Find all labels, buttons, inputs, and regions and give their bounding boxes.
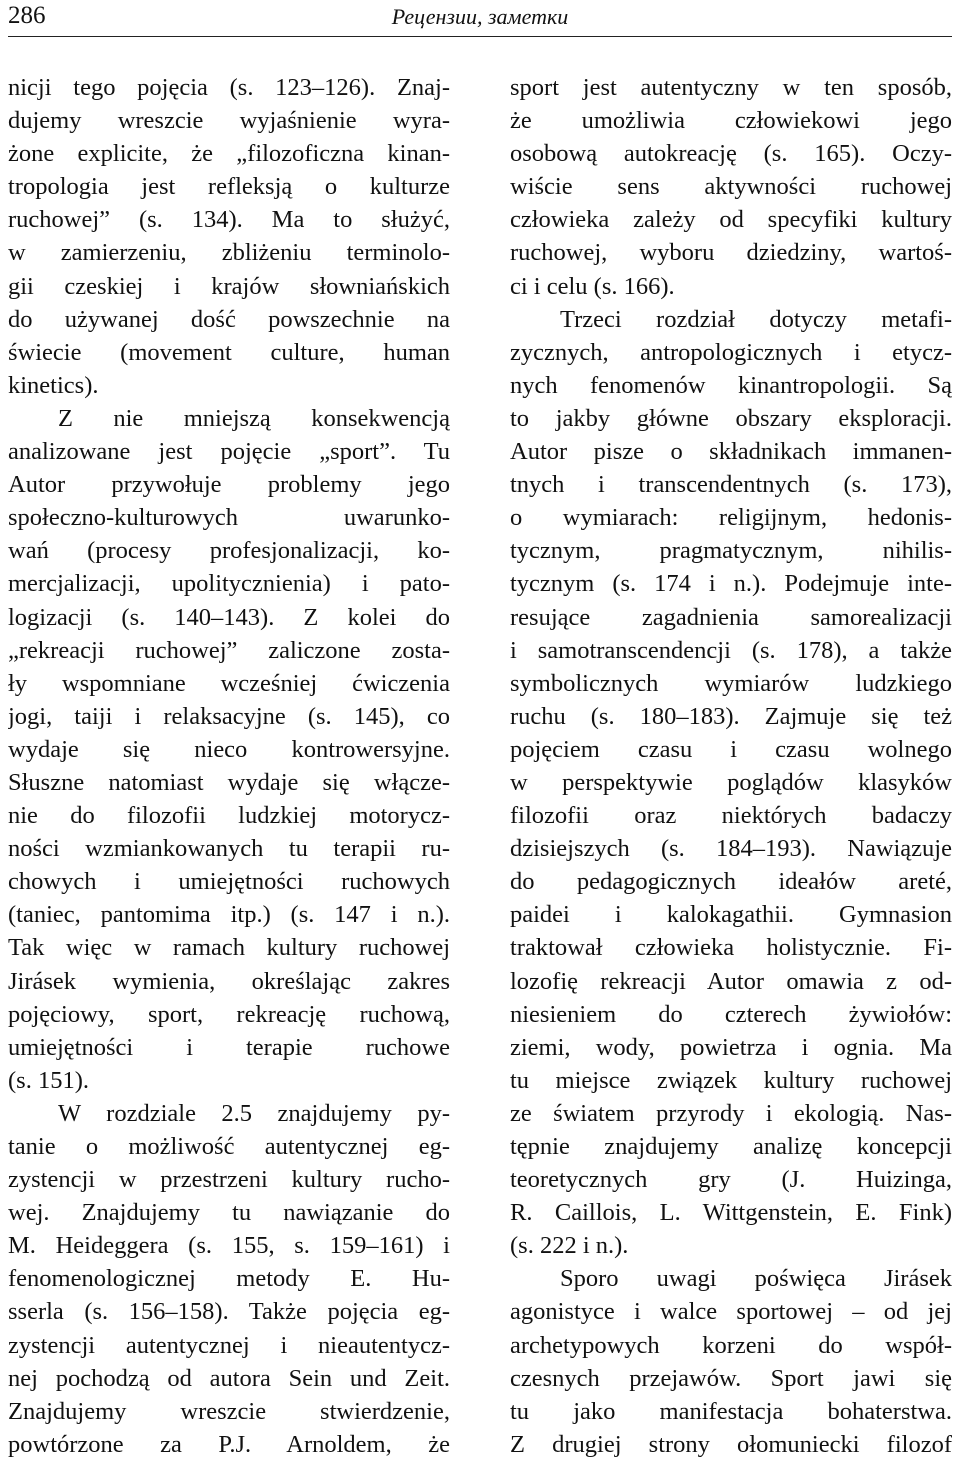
page-header: [8, 0, 952, 37]
text-line: tu miejsce związek kultury ruchowej: [510, 1066, 952, 1094]
right-text-column: [510, 71, 952, 1461]
text-line: i samotranscendencji (s. 178), a także: [510, 636, 952, 664]
text-line: powtórzone za P.J. Arnoldem, że: [8, 1430, 450, 1458]
text-line: archetypowych korzeni do współ-: [510, 1331, 952, 1359]
text-line: wań (procesy profesjonalizacji, ko-: [8, 537, 450, 565]
text-line: ci i celu (s. 166).: [510, 272, 675, 300]
text-line: dujemy wreszcie wyjaśnienie wyra-: [8, 107, 450, 135]
text-line: symbolicznych wymiarów ludzkiego: [510, 669, 952, 697]
text-line: teoretycznych gry (J. Huizinga,: [510, 1166, 952, 1194]
text-line: sserla (s. 156–158). Także pojęcia eg-: [8, 1298, 450, 1326]
text-line: niesieniem do czterech żywiołów:: [510, 1000, 952, 1028]
text-line: społeczno-kulturowych uwarunko-: [8, 504, 450, 532]
text-line: ruchowej, wyboru dziedziny, wartoś-: [510, 239, 952, 267]
text-line: zycznych, antropologicznych i etycz-: [510, 338, 952, 366]
text-line: dzisiejszych (s. 184–193). Nawiązuje: [510, 835, 952, 863]
text-line: jogi, taiji i relaksacyjne (s. 145), co: [8, 702, 450, 730]
text-line: że umożliwia człowiekowi jego: [510, 107, 952, 135]
text-line: Autor przywołuje problemy jego: [8, 471, 450, 499]
text-line: tnych i transcendentnych (s. 173),: [510, 471, 952, 499]
text-line: Z nie mniejszą konsekwencją: [58, 404, 450, 432]
text-line: ze światem przyrody i ekologią. Nas-: [510, 1099, 952, 1127]
text-line: agonistyce i walce sportowej – od jej: [510, 1298, 952, 1326]
text-line: fenomenologicznej metody E. Hu-: [8, 1265, 450, 1293]
text-line: logizacji (s. 140–143). Z kolei do: [8, 603, 450, 631]
text-line: Jirásek wymienia, określając zakres: [8, 967, 450, 995]
text-line: tu jako manifestacja bohaterstwa.: [510, 1397, 952, 1425]
paragraph: [510, 1262, 952, 1461]
text-line: M. Heideggera (s. 155, s. 159–161) i: [8, 1232, 450, 1260]
text-line: (s. 151).: [8, 1066, 89, 1094]
text-line: Trzeci rozdział dotyczy metafi-: [560, 305, 952, 333]
running-title: Рецензии, заметки: [391, 4, 569, 29]
text-line: ruchu (s. 180–183). Zajmuje się też: [510, 702, 952, 730]
text-line: do używanej dość powszechnie na: [8, 305, 450, 333]
text-line: tycznym (s. 174 i n.). Podejmuje inte-: [510, 570, 952, 598]
text-line: nych fenomenów kinantropologii. Są: [510, 371, 952, 399]
page-number: 286: [8, 2, 46, 29]
text-line: traktował człowieka holistycznie. Fi-: [510, 934, 952, 962]
text-line: tanie o możliwość autentycznej eg-: [8, 1133, 450, 1160]
text-line: osobową autokreację (s. 165). Oczy-: [510, 140, 952, 168]
text-line: pojęciowy, sport, rekreację ruchową,: [8, 1000, 450, 1028]
text-line: (s. 222 i n.).: [510, 1232, 629, 1260]
text-line: wej. Znajdujemy tu nawiązanie do: [8, 1199, 450, 1227]
text-line: pojęciem czasu i czasu wolnego: [510, 735, 952, 763]
text-line: to jakby główne obszary eksploracji.: [510, 404, 952, 432]
text-line: tępnie znajdujemy analizę koncepcji: [510, 1133, 952, 1160]
text-line: ły wspomniane wcześniej ćwiczenia: [8, 669, 450, 697]
text-line: nie do filozofii ludzkiej motorycz-: [8, 802, 450, 830]
text-line: żone explicite, że „filozoficzna kinan-: [8, 140, 450, 168]
text-line: tropologia jest refleksją o kulturze: [8, 173, 450, 201]
text-line: o wymiarach: religijnym, hedonis-: [510, 504, 952, 532]
text-line: Słuszne natomiast wydaje się włącze-: [8, 768, 450, 796]
paragraph: [510, 303, 952, 1263]
text-line: czesnych przejawów. Sport jawi się: [510, 1364, 952, 1392]
text-line: Znajdujemy wreszcie stwierdzenie,: [8, 1397, 450, 1425]
text-line: człowieka zależy od specyfiki kultury: [510, 206, 952, 234]
text-line: W rozdziale 2.5 znajdujemy py-: [58, 1099, 450, 1127]
text-line: ności wzmiankowanych tu terapii ru-: [8, 835, 450, 863]
paragraph: [8, 402, 450, 1097]
text-line: paidei i kalokagathii. Gymnasion: [510, 901, 952, 929]
text-line: chowych i umiejętności ruchowych: [8, 868, 450, 896]
text-line: umiejętności i terapie ruchowe: [8, 1033, 450, 1061]
text-line: analizowane jest pojęcie „sport”. Tu: [8, 438, 450, 466]
text-line: gii czeskiej i krajów słowniańskich: [8, 272, 450, 300]
text-line: „rekreacji ruchowej” zaliczone zosta-: [8, 636, 450, 664]
paragraph: [8, 71, 450, 402]
paragraph: [510, 71, 952, 303]
text-line: do pedagogicznych ideałów areté,: [510, 868, 952, 896]
text-line: zystencji w przestrzeni kultury rucho-: [8, 1166, 450, 1194]
text-line: sport jest autentyczny w ten sposób,: [510, 74, 952, 101]
text-line: Z drugiej strony ołomuniecki filozof: [510, 1430, 952, 1458]
paragraph: [8, 1097, 450, 1461]
text-line: zystencji autentycznej i nieautentycz-: [8, 1331, 450, 1359]
text-line: wydaje się nieco kontrowersyjne.: [8, 735, 450, 763]
text-line: świecie (movement culture, human: [8, 338, 450, 366]
text-line: nej pochodzą od autora Sein und Zeit.: [8, 1364, 450, 1392]
text-line: ruchowej” (s. 134). Ma to służyć,: [8, 206, 450, 234]
text-line: R. Caillois, L. Wittgenstein, E. Fink): [510, 1199, 952, 1227]
text-line: nicji tego pojęcia (s. 123–126). Znaj-: [8, 74, 450, 101]
text-line: filozofii oraz niektórych badaczy: [510, 802, 952, 830]
left-text-column: [8, 71, 450, 1461]
text-line: w zamierzeniu, zbliżeniu terminolo-: [8, 239, 450, 267]
text-line: Tak więc w ramach kultury ruchowej: [8, 934, 450, 962]
text-line: ziemi, wody, powietrza i ognia. Ma: [510, 1033, 952, 1061]
text-line: mercjalizacji, upolitycznienia) i pato-: [8, 570, 450, 598]
text-line: wiście sens aktywności ruchowej: [510, 173, 952, 201]
text-line: tycznym, pragmatycznym, nihilis-: [510, 537, 952, 565]
text-line: lozofię rekreacji Autor omawia z od-: [510, 967, 952, 995]
text-line: kinetics).: [8, 371, 99, 399]
text-line: (taniec, pantomima itp.) (s. 147 i n.).: [8, 901, 450, 929]
text-line: resujące zagadnienia samorealizacji: [510, 603, 952, 631]
text-line: Sporo uwagi poświęca Jirásek: [560, 1265, 952, 1293]
text-line: w perspektywie poglądów klasyków: [510, 768, 952, 796]
text-line: Autor pisze o składnikach immanen-: [510, 438, 952, 466]
